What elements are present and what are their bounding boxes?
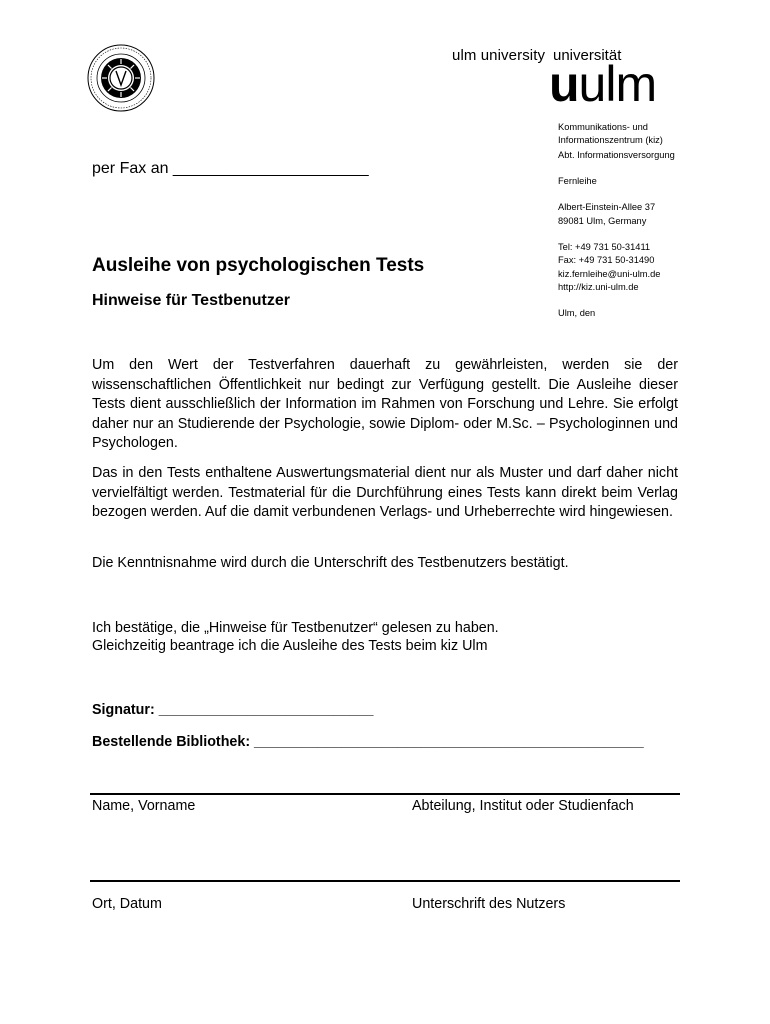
user-signature-label: Unterschrift des Nutzers [412,896,566,912]
brand-name-english: ulm university [452,47,546,64]
signature-field[interactable]: Signatur: ___________________________ [92,702,374,718]
dept-name-line1: Kommunikations- und [558,122,648,132]
confirmation-line1: Ich bestätige, die „Hinweise für Testbenutzer“ gelesen zu haben. [92,620,499,636]
paragraph-purpose: Um den Wert der Testverfahren dauerhaft zu gewährleisten, werden sie der wissenschaftlichen Öffentlichkeit nur bedingt zur Verfügung gestellt. Die Ausleihe dieser Tests dient ausschließlich der Information im Rahmen von Forschung und Lehre. Sie erfolgt daher nur an Studierende der Psychologie, sowie Diplom- oder M.Sc. – Psychologinnen und Psychologen. [92,357,678,452]
fax-number: Fax: +49 731 50-31490 [558,255,655,265]
paragraph-acknowledgement: Die Kenntnisnahme wird durch die Unterschrift des Testbenutzers bestätigt. [92,555,569,571]
place-date-signature-line[interactable] [90,880,680,882]
uulm-wordmark-rest: ulm [578,56,657,112]
phone-number: Tel: +49 731 50-31411 [558,242,651,252]
place-date-field-label: Ort, Datum [92,896,162,912]
department-label: Abteilung, Institut oder Studienfach [412,798,634,814]
paragraph-material: Das in den Tests enthaltene Auswertungsmaterial dient nur als Muster und darf daher nicht vervielfältigt werden. Testmaterial für die Durchführung eines Tests kann direkt beim Verlag bezogen werden. Auf die damit verbundenen Verlags- und Urheberrechte wird hingewiesen. [92,465,678,521]
university-seal-logo [86,43,156,113]
name-department-signature-line[interactable] [90,793,680,795]
document-title: Ausleihe von psychologischen Tests [92,255,425,276]
place-date-label: Ulm, den [558,308,596,318]
fax-recipient-field[interactable]: per Fax an ______________________ [92,160,369,177]
section-name: Fernleihe [558,176,597,186]
brand-name-german: universität [553,47,622,64]
website-url: http://kiz.uni-ulm.de [558,282,639,292]
document-subtitle: Hinweise für Testbenutzer [92,292,290,309]
dept-name-line3: Abt. Informationsversorgung [558,150,675,160]
address-street: Albert-Einstein-Allee 37 [558,202,656,212]
ordering-library-field[interactable]: Bestellende Bibliothek: _________________________________________________ [92,734,644,750]
uulm-wordmark-bold-u: u [549,56,579,112]
name-label: Name, Vorname [92,798,196,814]
address-city: 89081 Ulm, Germany [558,216,647,226]
dept-name-line2: Informationszentrum (kiz) [558,135,663,145]
email-address: kiz.fernleihe@uni-ulm.de [558,269,661,279]
uulm-wordmark-logo [549,56,656,112]
confirmation-line2: Gleichzeitig beantrage ich die Ausleihe des Tests beim kiz Ulm [92,638,488,654]
